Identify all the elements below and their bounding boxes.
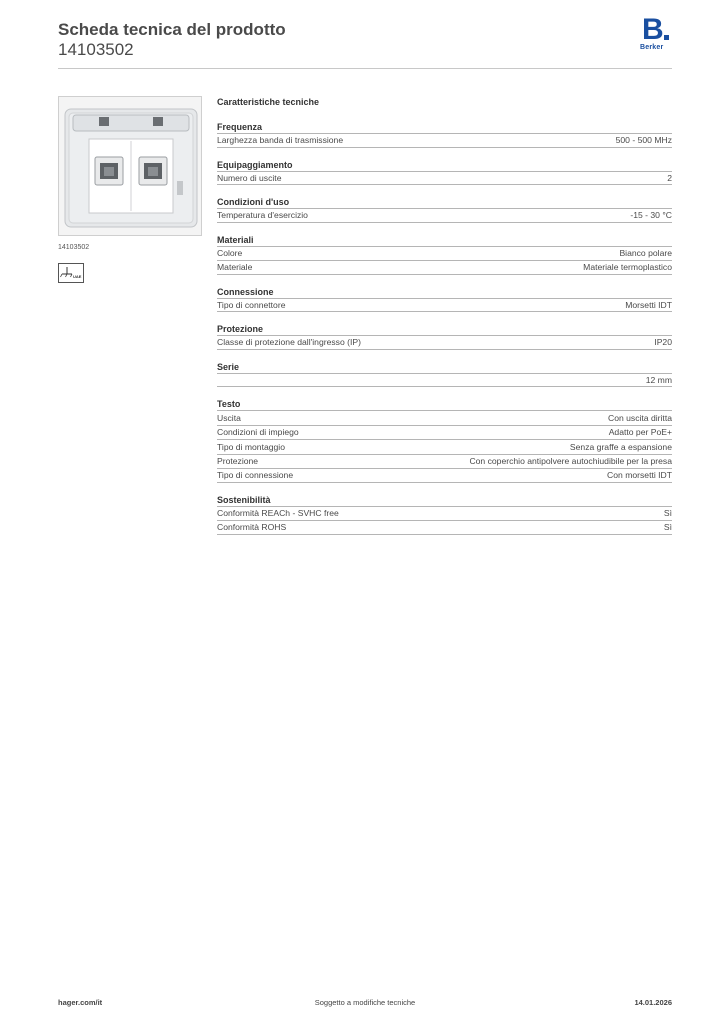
product-code: 14103502 bbox=[58, 40, 134, 59]
logo-letter: B bbox=[642, 13, 664, 46]
spec-label: Temperatura d'esercizio bbox=[217, 210, 308, 221]
spec-value: Adatto per PoE+ bbox=[608, 427, 672, 438]
page-title: Scheda tecnica del prodotto bbox=[58, 20, 286, 39]
spec-label: Larghezza banda di trasmissione bbox=[217, 135, 344, 146]
spec-value: Materiale termoplastico bbox=[583, 262, 672, 273]
spec-label: Tipo di connettore bbox=[217, 299, 286, 310]
document-header bbox=[58, 20, 286, 59]
spec-label: Condizioni di impiego bbox=[217, 427, 299, 438]
spec-group-title: Protezione bbox=[217, 324, 264, 334]
spec-label: Uscita bbox=[217, 412, 241, 423]
spec-label: Classe di protezione dall'ingresso (IP) bbox=[217, 337, 361, 348]
product-image bbox=[58, 96, 202, 236]
spec-group-title: Serie bbox=[217, 361, 240, 372]
logo-name: Berker bbox=[640, 44, 664, 51]
header-divider bbox=[58, 68, 672, 69]
spec-group bbox=[217, 196, 672, 223]
spec-value: 2 bbox=[667, 172, 672, 183]
symbol-badge bbox=[58, 263, 84, 283]
spec-label: Colore bbox=[217, 248, 243, 259]
spec-group bbox=[217, 323, 672, 350]
spec-label: Protezione bbox=[217, 456, 259, 467]
spec-group bbox=[217, 494, 672, 535]
footer-note: Soggetto a modifiche tecniche bbox=[314, 998, 416, 1007]
spec-value: Sì bbox=[663, 522, 672, 533]
spec-value: Con coperchio antipolvere autochiudibile per la presa bbox=[469, 456, 672, 467]
spec-row bbox=[217, 520, 672, 535]
spec-row bbox=[217, 335, 672, 350]
berker-logo bbox=[640, 13, 674, 52]
specs-heading: Caratteristiche tecniche bbox=[217, 97, 320, 107]
spec-value: 12 mm bbox=[645, 374, 672, 385]
spec-value: IP20 bbox=[654, 337, 672, 348]
socket-outlet-illustration bbox=[59, 97, 202, 236]
spec-row bbox=[217, 298, 672, 313]
spec-group bbox=[217, 234, 672, 275]
spec-group bbox=[217, 398, 672, 483]
spec-group-title: Frequenza bbox=[217, 122, 263, 132]
spec-groups bbox=[217, 121, 672, 535]
spec-row bbox=[217, 439, 672, 454]
spec-label: Conformità REACh - SVHC free bbox=[217, 508, 339, 519]
spec-label: Tipo di montaggio bbox=[217, 441, 285, 452]
spec-group-title: Materiali bbox=[217, 234, 254, 245]
earth-ground-icon bbox=[59, 264, 83, 282]
spec-value: Con uscita diritta bbox=[607, 412, 672, 423]
spec-group-title: Connessione bbox=[217, 286, 274, 297]
spec-value: Sì bbox=[663, 508, 672, 519]
spec-value: Senza graffe a espansione bbox=[569, 441, 672, 452]
spec-value: 500 - 500 MHz bbox=[615, 135, 672, 146]
symbol-text: UAE bbox=[73, 274, 82, 279]
image-caption: 14103502 bbox=[58, 244, 90, 251]
spec-value: Morsetti IDT bbox=[625, 299, 672, 310]
spec-row bbox=[217, 410, 672, 425]
footer-date: 14.01.2026 bbox=[634, 998, 672, 1007]
spec-row bbox=[217, 425, 672, 440]
spec-label: Numero di uscite bbox=[217, 172, 282, 183]
spec-row bbox=[217, 454, 672, 469]
spec-value: -15 - 30 °C bbox=[630, 210, 672, 221]
spec-label: Tipo di connessione bbox=[217, 470, 294, 481]
spec-row bbox=[217, 133, 672, 148]
spec-row bbox=[217, 506, 672, 521]
spec-row bbox=[217, 171, 672, 186]
spec-row bbox=[217, 246, 672, 261]
spec-group-title: Sostenibilità bbox=[217, 494, 271, 505]
spec-row bbox=[217, 260, 672, 275]
spec-row bbox=[217, 208, 672, 223]
spec-group bbox=[217, 286, 672, 313]
spec-group bbox=[217, 361, 672, 388]
spec-label: Conformità ROHS bbox=[217, 522, 287, 533]
spec-group-title: Condizioni d'uso bbox=[217, 197, 290, 207]
spec-value: Bianco polare bbox=[619, 248, 672, 259]
spec-group bbox=[217, 159, 672, 186]
spec-row bbox=[217, 468, 672, 483]
technical-specs bbox=[217, 96, 672, 546]
spec-value: Con morsetti IDT bbox=[607, 470, 672, 481]
spec-row bbox=[217, 373, 672, 388]
spec-group-title: Equipaggiamento bbox=[217, 159, 293, 170]
spec-label: Materiale bbox=[217, 262, 253, 273]
spec-group bbox=[217, 121, 672, 148]
spec-group-title: Testo bbox=[217, 399, 241, 409]
footer-website: hager.com/it bbox=[58, 998, 103, 1007]
